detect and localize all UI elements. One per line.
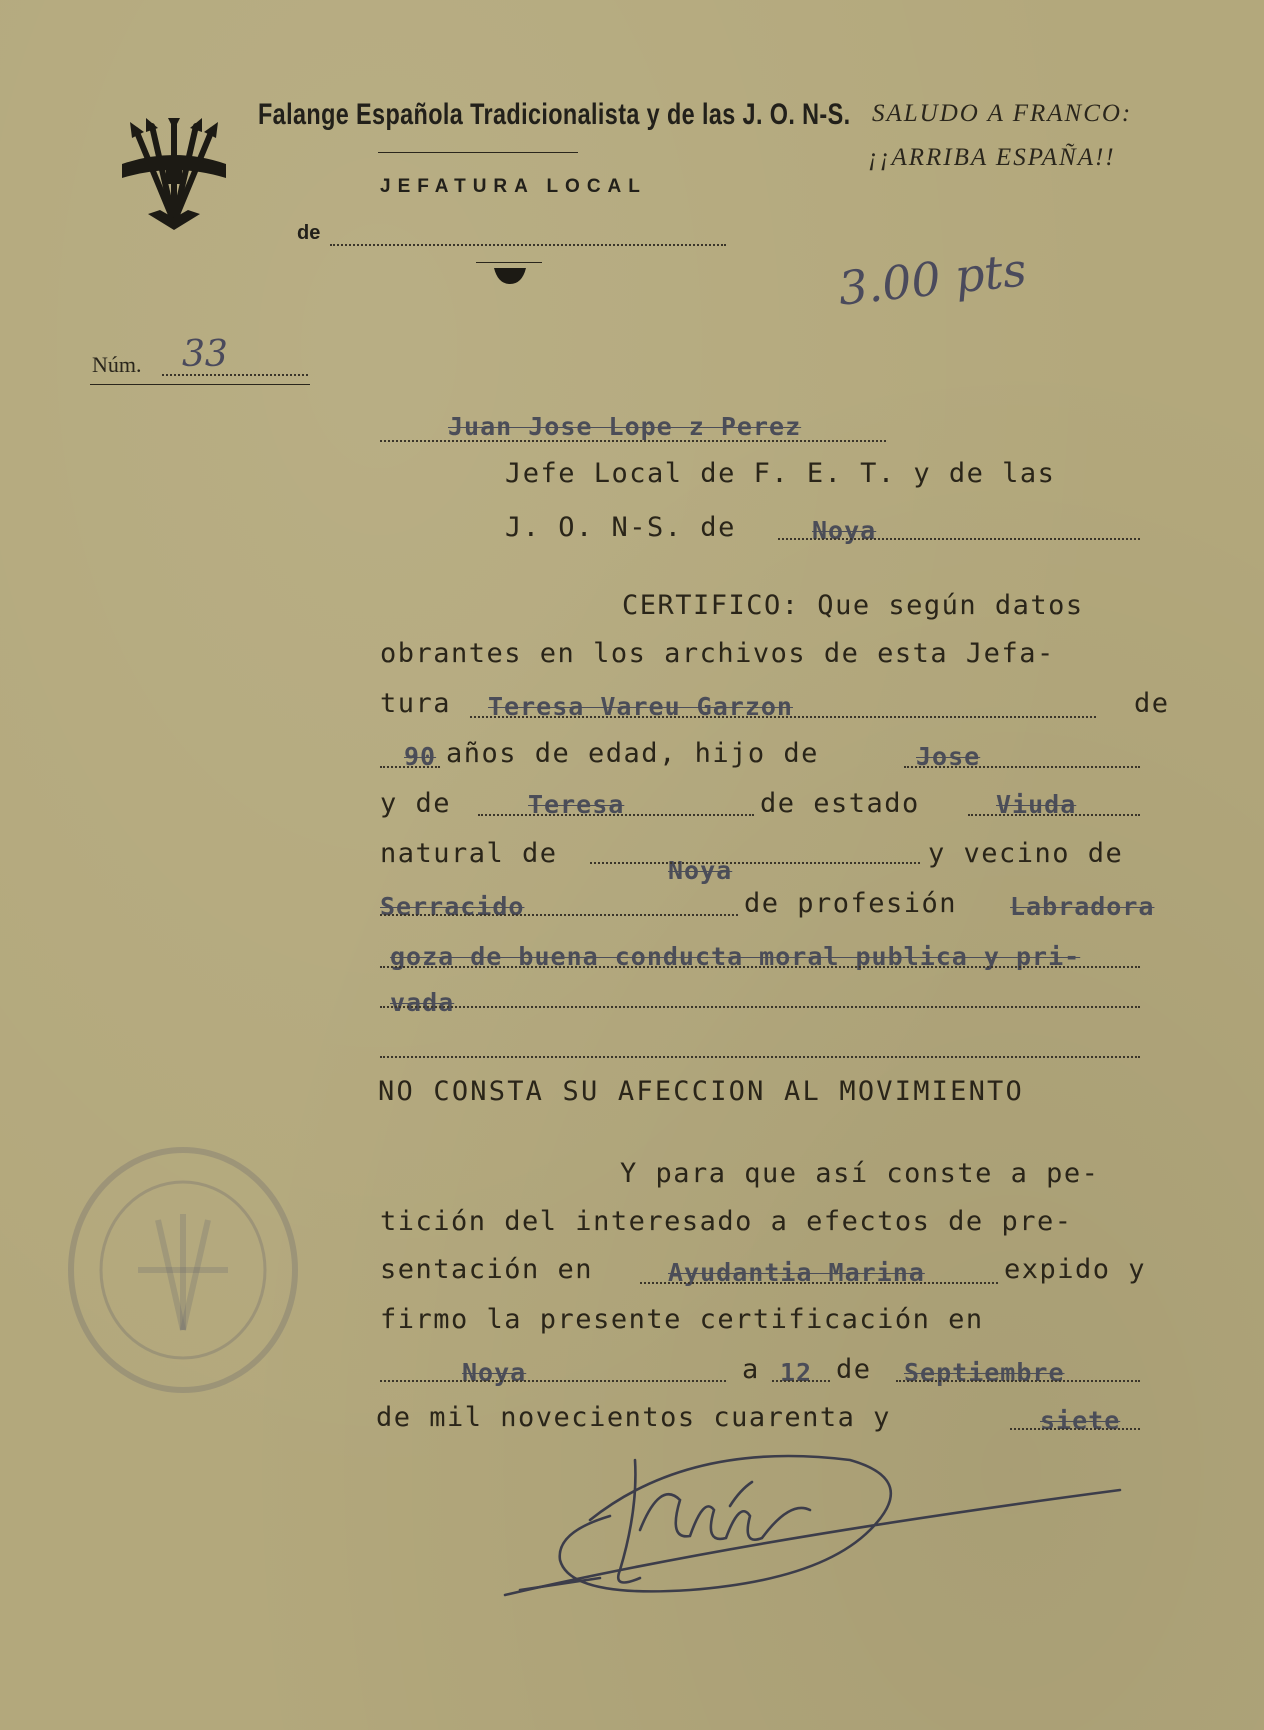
- presentation-blank: [640, 1282, 998, 1284]
- mother-name: Teresa: [528, 790, 625, 819]
- month-de: de: [836, 1354, 872, 1385]
- number-blank: [162, 374, 308, 376]
- profesion-value: Labradora: [1010, 892, 1155, 921]
- natural-place-blank: [590, 862, 920, 864]
- jons-prefix: J. O. N-S. de: [505, 512, 736, 543]
- vecino-label: y vecino de: [928, 838, 1124, 869]
- age-value: 90: [404, 742, 437, 771]
- subject-name: Teresa Vareu Garzon: [488, 692, 793, 721]
- official-role: Jefe Local de F. E. T. y de las: [505, 458, 1056, 489]
- day-value: 12: [780, 1358, 813, 1387]
- a-label: a: [742, 1354, 760, 1385]
- age-suffix: años de edad, hijo de: [446, 738, 819, 769]
- vecino-blank: [380, 914, 738, 916]
- town-blank: [778, 538, 1140, 540]
- estado-blank: [968, 814, 1140, 816]
- presentation-place: Ayudantia Marina: [668, 1258, 925, 1287]
- slogan-line-2: ¡¡ARRIBA ESPAÑA!!: [868, 144, 1116, 171]
- conduct-blank: [380, 966, 1140, 968]
- estado-value: Viuda: [996, 790, 1077, 819]
- vecino-place: Serracido: [380, 892, 525, 921]
- official-name: Juan Jose Lope z Perez: [448, 412, 802, 441]
- header-divider: [378, 152, 578, 153]
- yoke-and-arrows-icon: [118, 118, 230, 234]
- y-de-label: y de: [380, 788, 452, 819]
- closing-line-4: firmo la presente certificación en: [380, 1304, 984, 1335]
- place-blank: [380, 1380, 726, 1382]
- day-blank: [772, 1380, 830, 1382]
- handwritten-annotation: 3.00 pts: [835, 242, 1029, 316]
- tura-word: tura: [380, 688, 452, 719]
- subject-name-blank: [470, 716, 1096, 718]
- ornament-rule: [476, 262, 542, 263]
- no-consta-line: NO CONSTA SU AFECCION AL MOVIMIENTO: [378, 1076, 1024, 1107]
- closing-line-1: Y para que así conste a pe-: [620, 1158, 1100, 1189]
- father-blank: [904, 766, 1140, 768]
- year-word: siete: [1040, 1406, 1121, 1435]
- profesion-label: de profesión: [744, 888, 958, 919]
- natural-de-label: natural de: [380, 838, 558, 869]
- office-title: JEFATURA LOCAL: [380, 176, 647, 197]
- estado-label: de estado: [760, 788, 920, 819]
- father-name: Jose: [916, 742, 981, 771]
- closing-line-3-suffix: expido y: [1004, 1254, 1147, 1285]
- de-label: de: [297, 222, 321, 244]
- closing-line-3-prefix: sentación en: [380, 1254, 594, 1285]
- conduct-blank-2: [380, 1006, 1140, 1008]
- slogan-line-1: SALUDO A FRANCO:: [872, 100, 1133, 127]
- falange-stamp-icon: [58, 1140, 308, 1400]
- de-word: de: [1134, 688, 1170, 719]
- natural-place: Noya: [668, 856, 733, 885]
- official-name-blank: [380, 440, 886, 442]
- month-value: Septiembre: [904, 1358, 1065, 1387]
- month-blank: [896, 1380, 1140, 1382]
- locality-blank: [330, 244, 726, 246]
- number-underline: [90, 384, 310, 385]
- blank-line: [380, 1056, 1140, 1058]
- number-value: 33: [182, 334, 228, 375]
- closing-line-2: tición del interesado a efectos de pre-: [380, 1206, 1073, 1237]
- ornament-icon: [494, 268, 526, 286]
- official-town: Noya: [812, 516, 877, 545]
- number-label: Núm.: [92, 352, 142, 377]
- organization-name: Falange Española Tradicionalista y de las J. O. N-S.: [258, 98, 851, 131]
- body-line-2: obrantes en los archivos de esta Jefa-: [380, 638, 1055, 669]
- conduct-end: vada: [390, 988, 455, 1017]
- mother-blank: [478, 814, 754, 816]
- year-prefix: de mil novecientos cuarenta y: [376, 1402, 891, 1433]
- signature-flourish-icon: [490, 1420, 1140, 1610]
- age-blank: [380, 766, 440, 768]
- place-value: Noya: [462, 1358, 527, 1387]
- conduct-line: goza de buena conducta moral publica y pri-: [390, 942, 1081, 971]
- certifico-line: CERTIFICO: Que según datos: [622, 590, 1084, 621]
